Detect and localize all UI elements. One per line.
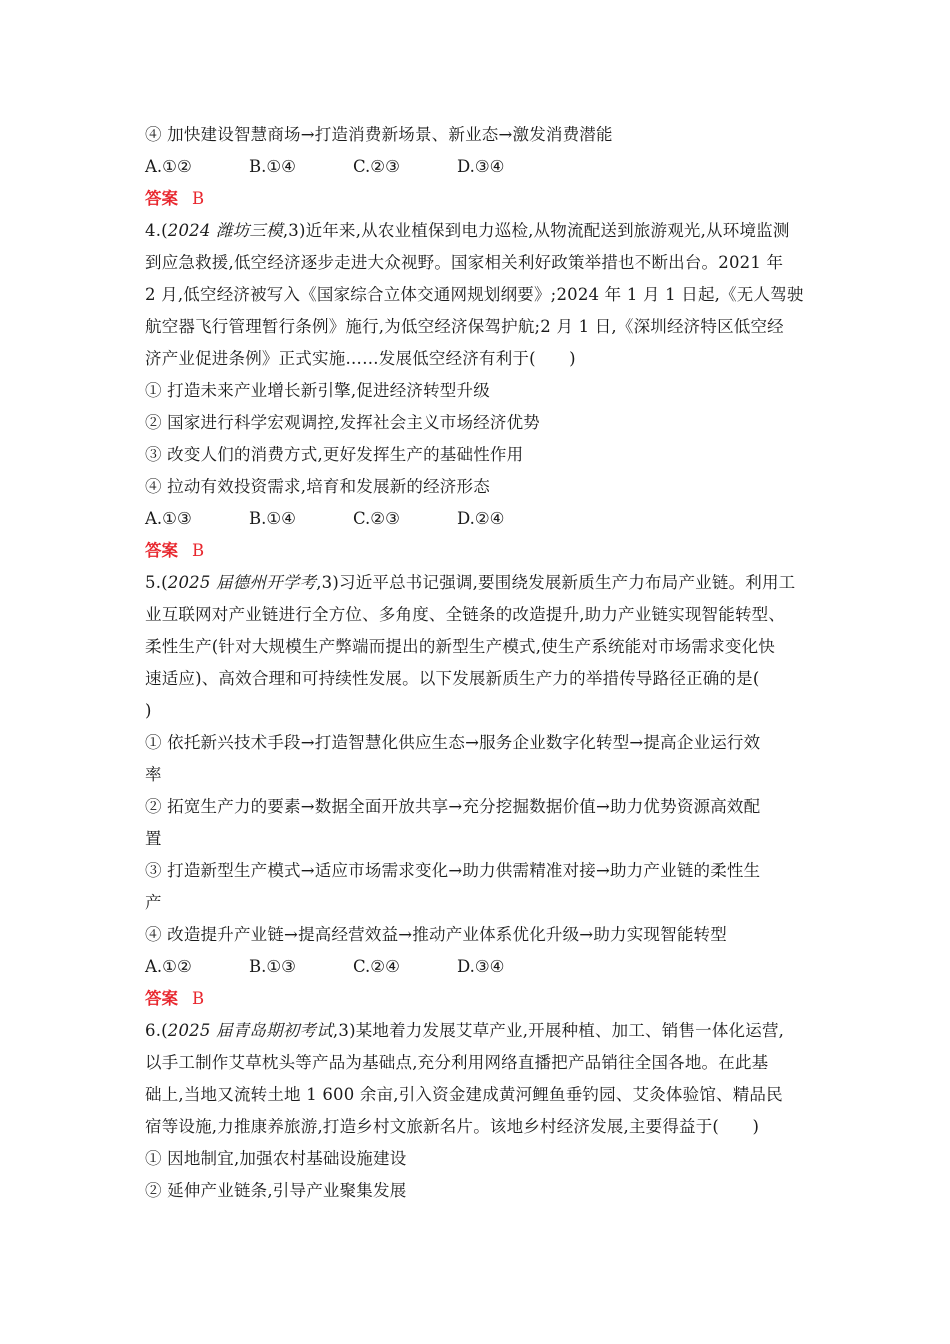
q4-number: 4.( — [145, 221, 168, 240]
q4-option-d[interactable]: D.②④ — [457, 509, 505, 528]
q6-number: 6.( — [145, 1021, 168, 1040]
q6-source: 2025 届青岛期初考试 — [167, 1021, 333, 1040]
q4-item-1: ① 打造未来产业增长新引擎,促进经济转型升级 — [145, 381, 490, 400]
q5-stem-text-1: 习近平总书记强调,要围绕发展新质生产力布局产业链。利用工 — [339, 573, 796, 592]
q6-stem-line-1 — [145, 1015, 810, 1047]
q6-stem-line-4: 宿等设施,力推康养旅游,打造乡村文旅新名片。该地乡村经济发展,主要得益于( ) — [145, 1117, 760, 1136]
q4-source: 2024 潍坊三模 — [167, 221, 283, 240]
q6-stem-line-2: 以手工制作艾草枕头等产品为基础点,充分利用网络直播把产品销往全国各地。在此基 — [145, 1053, 769, 1072]
q5-stem-line-1 — [145, 567, 810, 599]
q5-option-b[interactable]: B.①③ — [249, 957, 296, 976]
document-page — [145, 119, 810, 1207]
q4-stem-line-2: 到应急救援,低空经济逐步走进大众视野。国家相关利好政策举措也不断出台。2021 年 — [145, 253, 784, 272]
q4-answer-value: B — [192, 541, 205, 560]
q4-item-3: ③ 改变人们的消费方式,更好发挥生产的基础性作用 — [145, 445, 524, 464]
q5-item-1b: 率 — [145, 765, 162, 784]
q4-stem-line-3: 2 月,低空经济被写入《国家综合立体交通网规划纲要》;2024 年 1 月 1 日起,《无人驾驶 — [145, 285, 804, 304]
q6-item-1: ① 因地制宜,加强农村基础设施建设 — [145, 1149, 407, 1168]
q4-stem-line-5: 济产业促进条例》正式实施……发展低空经济有利于( ) — [145, 349, 576, 368]
q4-answer-label: 答案 — [145, 541, 178, 560]
q4-options — [145, 503, 810, 535]
q3-answer-label: 答案 — [145, 189, 178, 208]
q4-source-end: ,3) — [282, 221, 306, 240]
q4-option-a[interactable]: A.①③ — [145, 509, 192, 528]
q5-stem-line-4: 速适应)、高效合理和可持续性发展。以下发展新质生产力的举措传导路径正确的是( — [145, 669, 760, 688]
q6-stem-line-3: 础上,当地又流转土地 1 600 余亩,引入资金建成黄河鲤鱼垂钓园、艾灸体验馆、精品民 — [145, 1085, 783, 1104]
q4-answer — [145, 535, 810, 567]
q5-options — [145, 951, 810, 983]
q6-stem-text-1: 某地着力发展艾草产业,开展种植、加工、销售一体化运营, — [355, 1021, 785, 1040]
q3-answer-value: B — [192, 189, 205, 208]
q4-option-c[interactable]: C.②③ — [353, 509, 400, 528]
q3-item-4: ④ 加快建设智慧商场→打造消费新场景、新业态→激发消费潜能 — [145, 125, 613, 144]
q6-source-end: ,3) — [332, 1021, 356, 1040]
q5-item-2b: 置 — [145, 829, 162, 848]
q4-option-b[interactable]: B.①④ — [249, 509, 296, 528]
q5-answer-value: B — [192, 989, 205, 1008]
q5-source: 2025 届德州开学考 — [167, 573, 317, 592]
q5-answer — [145, 983, 810, 1015]
q6-item-2: ② 延伸产业链条,引导产业聚集发展 — [145, 1181, 407, 1200]
q5-stem-line-3: 柔性生产(针对大规模生产弊端而提出的新型生产模式,使生产系统能对市场需求变化快 — [145, 637, 775, 656]
q3-answer — [145, 183, 810, 215]
q5-item-1a: ① 依托新兴技术手段→打造智慧化供应生态→服务企业数字化转型→提高企业运行效 — [145, 733, 761, 752]
q5-answer-label: 答案 — [145, 989, 178, 1008]
q5-number: 5.( — [145, 573, 168, 592]
q3-option-d[interactable]: D.③④ — [457, 157, 505, 176]
q5-option-d[interactable]: D.③④ — [457, 957, 505, 976]
q5-option-a[interactable]: A.①② — [145, 957, 192, 976]
q5-option-c[interactable]: C.②④ — [353, 957, 400, 976]
q5-item-4: ④ 改造提升产业链→提高经营效益→推动产业体系优化升级→助力实现智能转型 — [145, 925, 727, 944]
q5-item-3b: 产 — [145, 893, 162, 912]
q5-source-end: ,3) — [316, 573, 339, 592]
q4-stem-line-1 — [145, 215, 810, 247]
q4-item-2: ② 国家进行科学宏观调控,发挥社会主义市场经济优势 — [145, 413, 540, 432]
q5-item-2a: ② 拓宽生产力的要素→数据全面开放共享→充分挖掘数据价值→助力优势资源高效配 — [145, 797, 761, 816]
q3-option-b[interactable]: B.①④ — [249, 157, 296, 176]
q5-stem-line-2: 业互联网对产业链进行全方位、多角度、全链条的改造提升,助力产业链实现智能转型、 — [145, 605, 786, 624]
q4-stem-line-4: 航空器飞行管理暂行条例》施行,为低空经济保驾护航;2 月 1 日,《深圳经济特区低空经 — [145, 317, 784, 336]
q3-option-a[interactable]: A.①② — [145, 157, 192, 176]
q5-item-3a: ③ 打造新型生产模式→适应市场需求变化→助力供需精准对接→助力产业链的柔性生 — [145, 861, 761, 880]
q4-stem-text-1: 近年来,从农业植保到电力巡检,从物流配送到旅游观光,从环境监测 — [305, 221, 790, 240]
q3-options — [145, 151, 810, 183]
q4-item-4: ④ 拉动有效投资需求,培育和发展新的经济形态 — [145, 477, 490, 496]
q3-option-c[interactable]: C.②③ — [353, 157, 400, 176]
q5-stem-line-5: ) — [145, 701, 152, 720]
